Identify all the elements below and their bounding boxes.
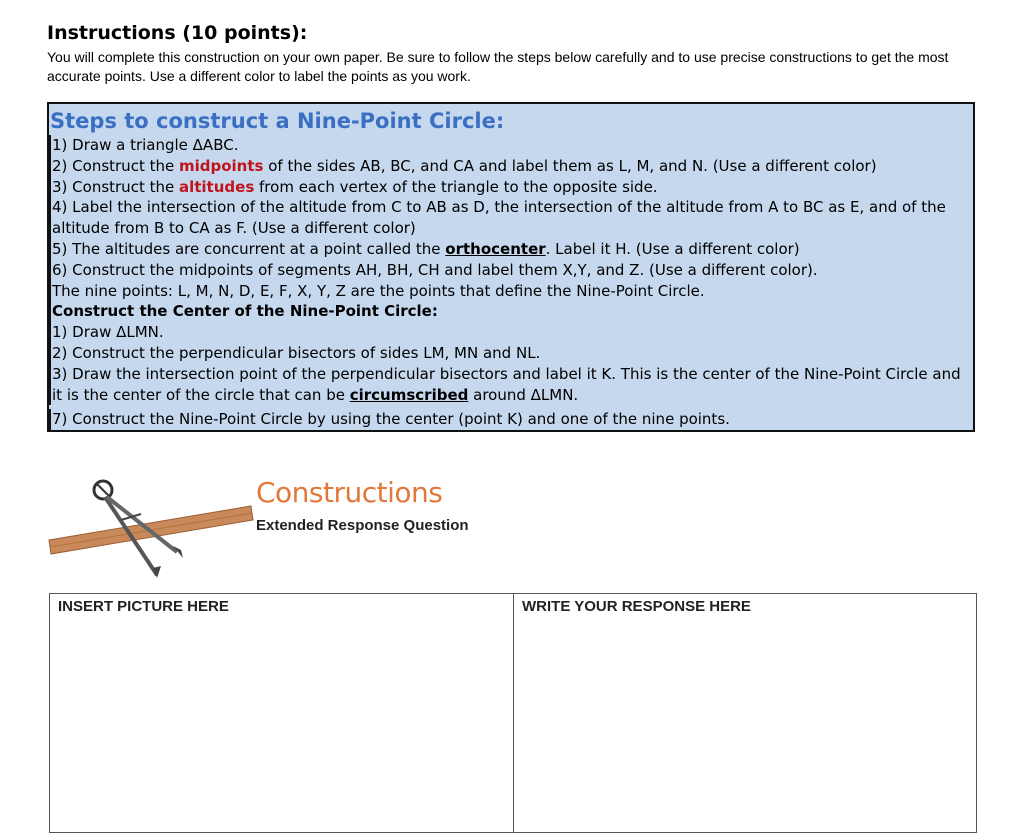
picture-box-label: INSERT PICTURE HERE: [58, 598, 229, 615]
steps-box: [47, 102, 975, 432]
circumscribed-term: circumscribed: [349, 385, 469, 404]
center-step-1: 1) Draw ΔLMN.: [49, 322, 973, 343]
response-box[interactable]: [513, 593, 977, 833]
step-5-text: 5) The altitudes are concurrent at a point called the: [52, 239, 446, 258]
step-3-text-end: from each vertex of the triangle to the opposite side.: [254, 177, 658, 196]
nine-points-note: The nine points: L, M, N, D, E, F, X, Y, Z are the points that define the Nine-Point Circle.: [49, 281, 973, 302]
step-5-text-end: . Label it H. (Use a different color): [545, 239, 800, 258]
constructions-title: Constructions: [256, 476, 443, 509]
step-1: 1) Draw a triangle ΔABC.: [49, 135, 973, 156]
altitudes-term: altitudes: [178, 177, 255, 196]
center-step-3-text: 3) Draw the intersection point of the perpendicular bisectors and label it K. This is the center of the Nine-Point Circle and it is the center of the circle that can be: [52, 364, 961, 404]
orthocenter-term: orthocenter: [445, 239, 546, 258]
step-2: [49, 156, 973, 177]
center-step-2: 2) Construct the perpendicular bisectors of sides LM, MN and NL.: [49, 343, 973, 364]
steps-title: Steps to construct a Nine-Point Circle:: [50, 109, 505, 133]
step-4: 4) Label the intersection of the altitude from C to AB as D, the intersection of the altitude from A to BC as E, and of the altitude from B to CA as F. (Use a different color): [49, 197, 973, 239]
step-7: 7) Construct the Nine-Point Circle by using the center (point K) and one of the nine points.: [49, 409, 973, 430]
center-subheading: Construct the Center of the Nine-Point Circle:: [49, 301, 973, 322]
step-3: [49, 177, 973, 198]
response-box-label: WRITE YOUR RESPONSE HERE: [522, 598, 751, 615]
center-step-3-text-end: around ΔLMN.: [468, 385, 579, 404]
step-2-text-end: of the sides AB, BC, and CA and label them as L, M, and N. (Use a different color): [263, 156, 877, 175]
compass-ruler-icon: [45, 470, 255, 580]
midpoints-term: midpoints: [178, 156, 264, 175]
step-2-text: 2) Construct the: [52, 156, 179, 175]
instructions-intro: You will complete this construction on your own paper. Be sure to follow the steps below carefully and to use precise constructions to get the most accurate points. Use a different color to label the points as you work.: [47, 49, 949, 84]
step-6: 6) Construct the midpoints of segments AH, BH, CH and label them X,Y, and Z. (Use a different color).: [49, 260, 973, 281]
constructions-subtitle: Extended Response Question: [256, 517, 469, 534]
step-5: [49, 239, 973, 260]
center-step-3: [49, 364, 973, 406]
picture-box[interactable]: [49, 593, 514, 833]
instructions-heading: Instructions (10 points):: [47, 22, 308, 44]
step-3-text: 3) Construct the: [52, 177, 179, 196]
